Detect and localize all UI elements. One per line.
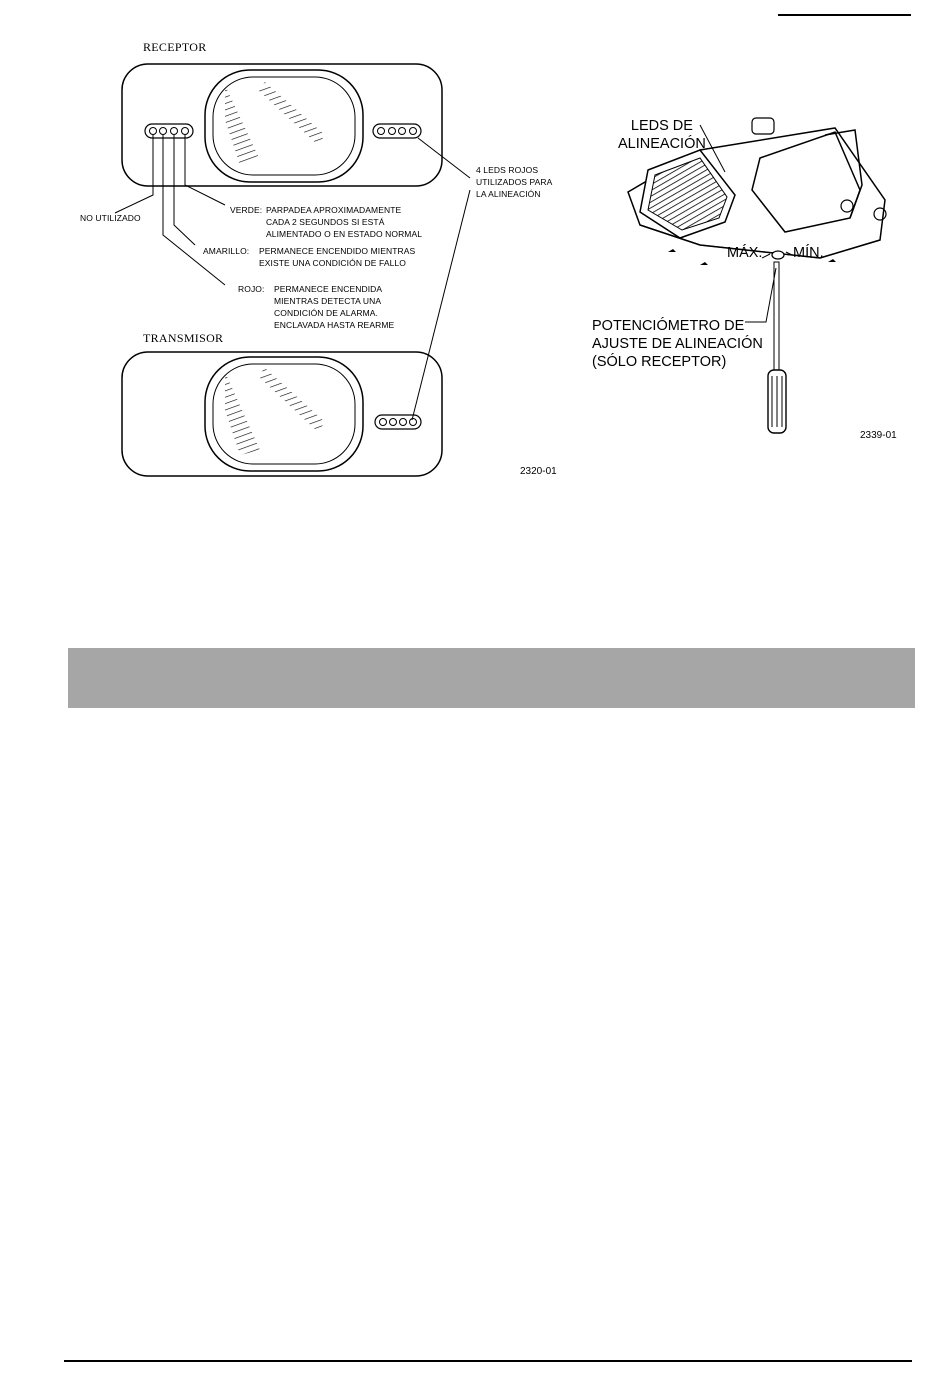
receptor-label: RECEPTOR <box>143 40 207 54</box>
leds-alineacion-label: LEDS DE ALINEACIÓN <box>618 118 706 152</box>
max-label: MÁX. <box>727 245 763 261</box>
transmisor-label: TRANSMISOR <box>143 331 224 345</box>
min-label: MÍN. <box>793 245 824 261</box>
verde-description: PARPADEA APROXIMADAMENTE CADA 2 SEGUNDOS SI ESTÁ ALIMENTADO O EN ESTADO NORMAL <box>266 205 423 239</box>
bottom-rule <box>64 1360 912 1362</box>
amarillo-description: PERMANECE ENCENDIDO MIENTRAS EXISTE UNA CONDICIÓN DE FALLO <box>259 246 416 268</box>
no-utilizado-label: NO UTILIZADO <box>80 213 141 223</box>
verde-label: VERDE: <box>230 205 263 215</box>
screwdriver-shaft <box>774 262 779 370</box>
figure-number-left: 2320-01 <box>520 466 557 477</box>
amarillo-label: AMARILLO: <box>203 246 250 256</box>
rojo-description: PERMANECE ENCENDIDA MIENTRAS DETECTA UNA CONDICIÓN DE ALARMA. ENCLAVADA HASTA REARME <box>274 284 395 330</box>
leds-rojos-label: 4 LEDS ROJOS UTILIZADOS PARA LA ALINEACIÓN <box>476 165 553 199</box>
figure-number-right: 2339-01 <box>860 430 897 441</box>
rojo-label: ROJO: <box>238 284 265 294</box>
potenciometro-label: POTENCIÓMETRO DE AJUSTE DE ALINEACIÓN (SÓLO RECEPTOR) <box>592 318 763 370</box>
